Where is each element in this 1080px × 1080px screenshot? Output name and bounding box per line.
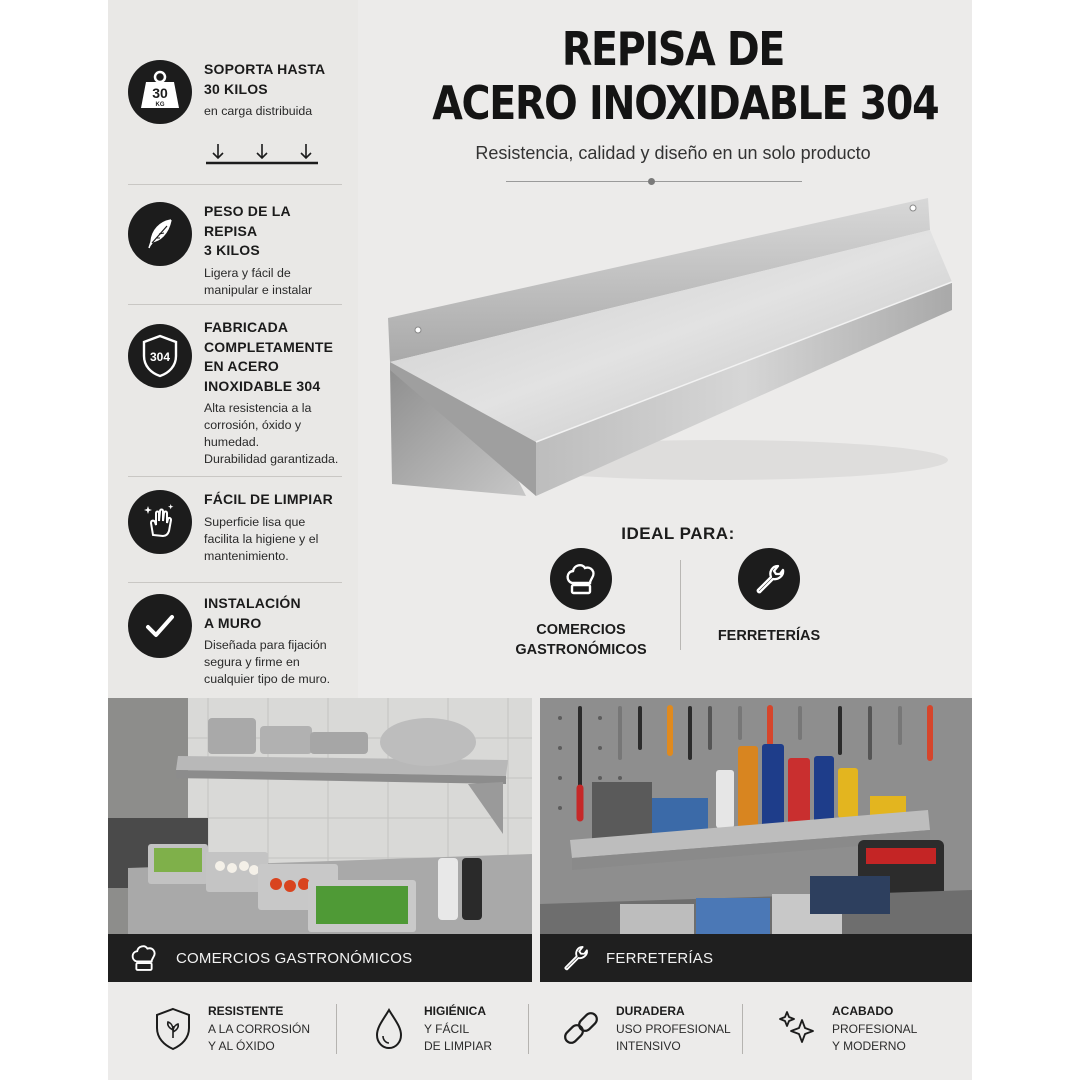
sparkles-icon: [776, 1006, 818, 1052]
feature-title: 30 KILOS: [204, 80, 268, 97]
ideal-item-hardware: [679, 548, 859, 646]
wrench-icon: [558, 941, 592, 975]
feature-title: INOXIDABLE 304: [204, 377, 321, 394]
feature-title: COMPLETAMENTE: [204, 338, 334, 355]
checkmark-icon: [128, 594, 192, 658]
ideal-item-label: FERRETERÍAS: [717, 628, 821, 644]
chain-link-icon: [560, 1006, 602, 1052]
benefit-text: Y MODERNO: [832, 1039, 906, 1053]
water-drop-icon: [368, 1006, 410, 1052]
product-infographic: [108, 0, 972, 1080]
benefit-title: RESISTENTE: [208, 1004, 284, 1018]
panel-caption: [540, 934, 972, 982]
benefit-text: USO PROFESIONAL: [616, 1022, 731, 1036]
feature-desc: Ligera y fácil de manipular e instalar: [204, 265, 313, 297]
wrench-icon: [738, 548, 800, 610]
down-arrows-icon: [204, 142, 320, 166]
svg-text:KG: KG: [155, 102, 165, 108]
steel-shelf-image: [378, 190, 968, 510]
divider: [128, 582, 342, 583]
benefit-title: DURADERA: [616, 1004, 685, 1018]
weight-30kg-icon: [128, 60, 192, 124]
benefit-text: Y FÁCIL: [424, 1022, 470, 1036]
feature-title: FABRICADA: [204, 319, 289, 335]
feature-title: INSTALACIÓN: [204, 595, 301, 611]
ideal-for-title: IDEAL PARA:: [621, 524, 735, 543]
divider: [128, 304, 342, 305]
panel-hardware: [540, 698, 972, 982]
ideal-item-gastronomy: [491, 548, 671, 660]
feature-title: SOPORTA HASTA: [204, 61, 326, 77]
svg-text:30: 30: [152, 85, 168, 101]
feature-desc: Alta resistencia a la corrosión, óxido y humedad. Durabilidad garantizada.: [204, 401, 339, 466]
divider: [128, 476, 342, 477]
ideal-item-label: GASTRONÓMICOS: [515, 642, 647, 658]
feature-title: FÁCIL DE LIMPIAR: [204, 491, 333, 507]
shield-leaf-icon: [152, 1006, 194, 1052]
cleaning-hand-icon: [128, 490, 192, 554]
feature-title: PESO DE LA REPISA: [204, 203, 291, 239]
benefit-text: A LA CORROSIÓN: [208, 1022, 311, 1036]
feature-title: 3 KILOS: [204, 242, 260, 258]
feature-column: [108, 0, 358, 698]
benefit-text: DE LIMPIAR: [424, 1039, 493, 1053]
chef-hat-icon: [126, 941, 162, 975]
divider: [128, 184, 342, 185]
benefit-title: HIGIÉNICA: [424, 1004, 487, 1018]
panel-gastronomy: [108, 698, 532, 982]
benefits-bar: [108, 982, 972, 1080]
ideal-item-label: COMERCIOS: [536, 622, 626, 638]
feature-title: EN ACERO: [204, 358, 279, 374]
svg-text:304: 304: [149, 350, 171, 364]
panel-label: COMERCIOS GASTRONÓMICOS: [176, 949, 413, 967]
divider-dot: [648, 178, 655, 185]
panel-label: FERRETERÍAS: [606, 949, 714, 967]
feature-desc: Superficie lisa que facilita la higiene y el mantenimiento.: [204, 514, 319, 563]
page-title: REPISA DE ACERO INOXIDABLE 304: [432, 22, 939, 130]
feature-desc: en carga distribuida: [204, 104, 313, 118]
shield-304-icon: [128, 324, 192, 388]
divider: [742, 1004, 743, 1054]
chef-hat-icon: [550, 548, 612, 610]
benefit-text: PROFESIONAL: [832, 1022, 918, 1036]
benefit-text: INTENSIVO: [616, 1039, 681, 1053]
page-subtitle: Resistencia, calidad y diseño en un solo producto: [475, 143, 871, 163]
divider: [528, 1004, 529, 1054]
feature-desc: Diseñada para fijación segura y firme en cualquier tipo de muro.: [204, 638, 331, 686]
feature-title: A MURO: [204, 614, 262, 631]
feather-icon: [128, 202, 192, 266]
divider: [336, 1004, 337, 1054]
panel-caption: [108, 934, 532, 982]
benefit-text: Y AL ÓXIDO: [208, 1039, 275, 1053]
benefit-title: ACABADO: [832, 1004, 894, 1018]
